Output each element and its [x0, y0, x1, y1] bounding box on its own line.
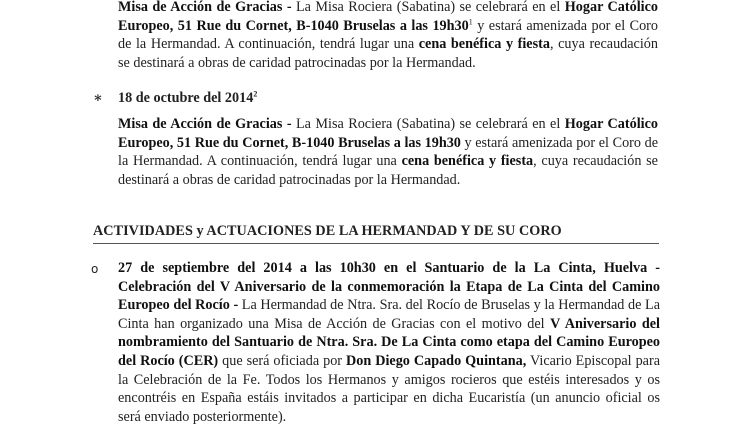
- venue-address: Hogar Católico Europeo, 51 Rue du Cornet, B-1040 Bruselas a las 19h30: [118, 116, 658, 151]
- event-date: [118, 89, 257, 108]
- activity-headline: 27 de septiembre del 2014 a las 10h30 en el Santuario de la La Cinta, Huelva - Celebración del V Aniversario de la conmemoración la Etapa de La Cinta del Camino Europeo del Rocío -: [118, 260, 660, 314]
- mass-title: Misa de Acción de Gracias -: [118, 0, 292, 15]
- mass-text-3: , cuya recaudación se destinará a obras de caridad patrocinadas por la Hermandad.: [118, 36, 658, 71]
- activity-text-2: que será oficiada por: [218, 352, 346, 369]
- anniversary-label: V Aniversario del nombramiento del Santuario de Ntra. Sra. De La Cinta como etapa del Camino Europeo del Rocío (CER): [118, 315, 660, 369]
- dinner-label: cena benéfica y fiesta: [418, 36, 550, 53]
- event-paragraph-1: [118, 0, 658, 72]
- dinner-label: cena benéfica y fiesta: [401, 153, 534, 170]
- mass-text-2: y estará amenizada por el Coro de la Hermandad. A continuación, tendrá lugar una: [118, 134, 658, 170]
- section-heading: ACTIVIDADES y ACTUACIONES DE LA HERMANDAD Y DE SU CORO: [93, 223, 562, 239]
- event-paragraph-2: [118, 115, 658, 189]
- footnote-ref: 1: [468, 16, 473, 26]
- activity-paragraph: [118, 259, 660, 426]
- officiant-name: Don Diego Capado Quintana,: [346, 352, 527, 369]
- venue-address: Hogar Católico Europeo, 51 Rue du Cornet, B-1040 Bruselas a las 19h30: [118, 0, 658, 34]
- event-date-text: 18 de octubre del 2014: [118, 90, 254, 106]
- mass-text-3: , cuya recaudación se destinará a obras de caridad patrocinadas por la Hermandad.: [118, 153, 658, 188]
- mass-text-2: y estará amenizada por el Coro de la Hermandad. A continuación, tendrá lugar una: [118, 17, 658, 53]
- bullet-circle-icon: o: [91, 262, 99, 276]
- section-underline: [93, 243, 659, 244]
- activity-text-3: Vicario Episcopal para la Celebración de la Fe. Todos los Hermanos y amigos rocieros que estéis interesados y os encontréis en España estáis invitados a participar en dicha Eucaristía (un anuncio oficial os será enviado posteriormente).: [118, 352, 660, 425]
- activity-text-1: La Hermandad de Ntra. Sra. del Rocío de Bruselas y la Hermandad de La Cinta han organizado una Misa de Acción de Gracias con el motivo del: [118, 297, 660, 332]
- bullet-star-icon: ∗: [93, 90, 103, 106]
- mass-text: La Misa Rociera (Sabatina) se celebrará en el: [291, 116, 565, 132]
- mass-title: Misa de Acción de Gracias -: [118, 116, 292, 132]
- mass-text: La Misa Rociera (Sabatina) se celebrará en el: [291, 0, 565, 15]
- footnote-ref: 2: [253, 89, 258, 99]
